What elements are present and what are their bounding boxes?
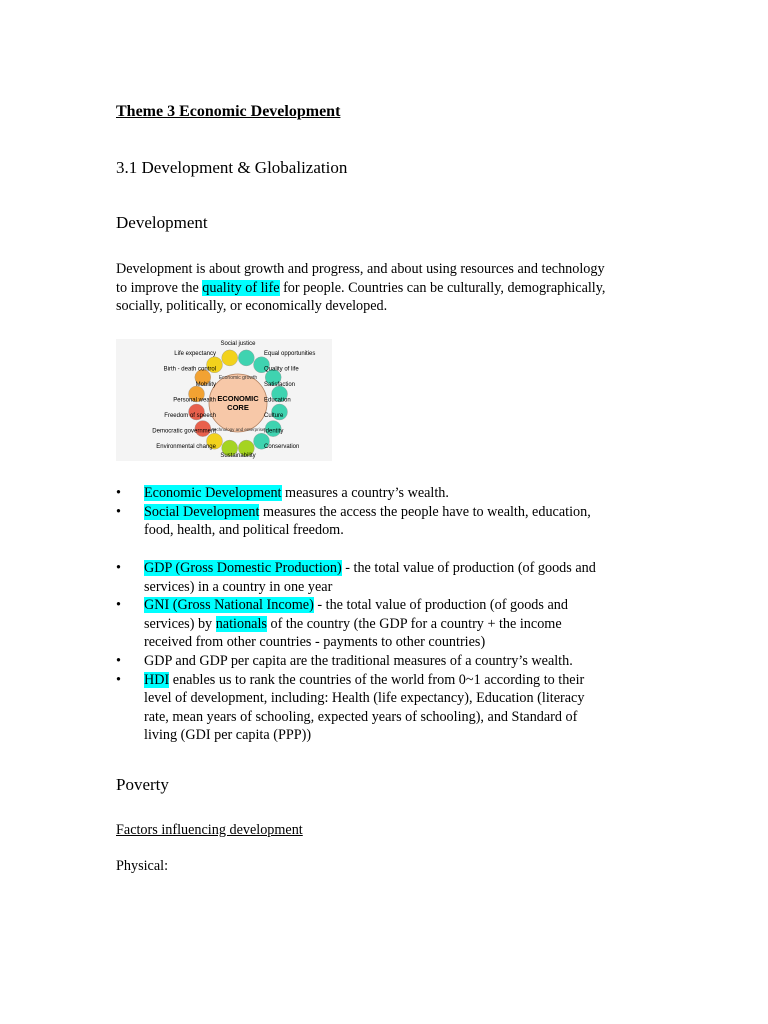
highlight-social-development: Social Development [144, 503, 260, 520]
bullet-line [144, 596, 676, 615]
label-sustainability: Sustainability [220, 453, 256, 459]
bullet-line: GDP and GDP per capita are the traditional measures of a country’s wealth. [144, 652, 573, 669]
list-item [116, 484, 676, 503]
diagram-label: Equal opportunities [264, 351, 316, 357]
diagram-label: Satisfaction [264, 382, 296, 388]
diagram-label: Environmental change [156, 444, 216, 450]
economic-core-diagram [116, 339, 332, 461]
diagram-label: Identity [264, 428, 284, 435]
factors-heading: Factors influencing development [116, 822, 303, 838]
bullet-list-measures [116, 559, 676, 745]
core-label-2: CORE [227, 403, 249, 412]
document-title: Theme 3 Economic Development [116, 103, 341, 120]
intro-text: to improve the [116, 279, 203, 296]
bullet-continuation: services) in a country in one year [144, 578, 333, 595]
intro-line-1: Development is about growth and progress, and about using resources and technology [116, 261, 605, 277]
diagram-label: Personal wealth [173, 397, 216, 404]
physical-label: Physical: [116, 858, 169, 874]
bullet-glyph: • [116, 560, 121, 576]
highlight-gni: GNI (Gross National Income) [144, 597, 314, 614]
bullet-list-development-types [116, 484, 676, 540]
intro-text: for people. Countries can be culturally, demographically, [279, 279, 606, 296]
diagram-label: Education [264, 397, 291, 404]
bullet-text: services) by [144, 615, 216, 632]
bullet-text: measures the access the people have to wealth, education, [259, 503, 591, 520]
highlight-economic-development: Economic Development [144, 485, 282, 501]
ring-label-bottom: Technology and enterprise [211, 427, 265, 432]
bullet-continuation [144, 615, 676, 634]
list-item [116, 503, 676, 540]
bullet-continuation: food, health, and political freedom. [144, 522, 344, 539]
intro-line-3: socially, politically, or economically developed. [116, 298, 388, 315]
bullet-glyph: • [116, 503, 121, 520]
diagram-label: Culture [264, 413, 284, 419]
bullet-glyph: • [116, 652, 121, 669]
list-item [116, 559, 676, 596]
bullet-continuation: rate, mean years of schooling, expected years of schooling), and Standard of [144, 708, 578, 725]
ring-circle [222, 350, 238, 366]
bullet-text: measures a country’s wealth. [281, 485, 449, 501]
diagram-label: Mobility [195, 382, 216, 388]
bullet-glyph: • [116, 597, 121, 614]
diagram-label: Quality of life [264, 366, 299, 373]
list-item [116, 671, 676, 745]
bullet-continuation: level of development, including: Health (life expectancy), Education (literacy [144, 690, 585, 707]
highlight-hdi: HDI [144, 671, 170, 688]
ring-circle [238, 350, 254, 366]
bullet-line [144, 484, 676, 503]
diagram-label: Conservation [264, 444, 300, 450]
highlight-gdp: GDP (Gross Domestic Production) [144, 560, 342, 576]
bullet-glyph: • [116, 485, 121, 501]
diagram-label: Life expectancy [174, 351, 216, 357]
bullet-continuation: received from other countries - payments to other countries) [144, 634, 486, 651]
diagram-label: Democratic government [152, 428, 216, 435]
bullet-text: enables us to rank the countries of the world from 0~1 according to their [169, 671, 585, 688]
bullet-text: of the country (the GDP for a country + the income [266, 615, 562, 632]
highlight-nationals: nationals [215, 615, 267, 632]
bullet-glyph: • [116, 671, 121, 688]
highlight-quality-of-life: quality of life [202, 279, 280, 296]
bullet-line [144, 559, 676, 578]
core-label-1: ECONOMIC [217, 394, 259, 403]
subsection-heading: Development [116, 213, 208, 232]
intro-line-2 [116, 279, 656, 298]
bullet-line [144, 503, 676, 522]
label-social-justice: Social justice [220, 341, 256, 347]
intro-paragraph [116, 260, 656, 316]
bullet-text: - the total value of production (of goods and [313, 597, 568, 614]
bullet-line [144, 671, 676, 690]
diagram-label: Birth - death control [163, 366, 216, 373]
bullet-text: - the total value of production (of goods and [341, 560, 596, 576]
list-item [116, 652, 676, 671]
section-heading: 3.1 Development & Globalization [116, 158, 348, 177]
ring-label-top: Economic growth [218, 375, 258, 381]
bullet-continuation: living (GDI per capita (PPP)) [144, 727, 312, 744]
poverty-heading: Poverty [116, 775, 169, 794]
list-item [116, 596, 676, 652]
diagram-label: Freedom of speech [164, 413, 216, 419]
